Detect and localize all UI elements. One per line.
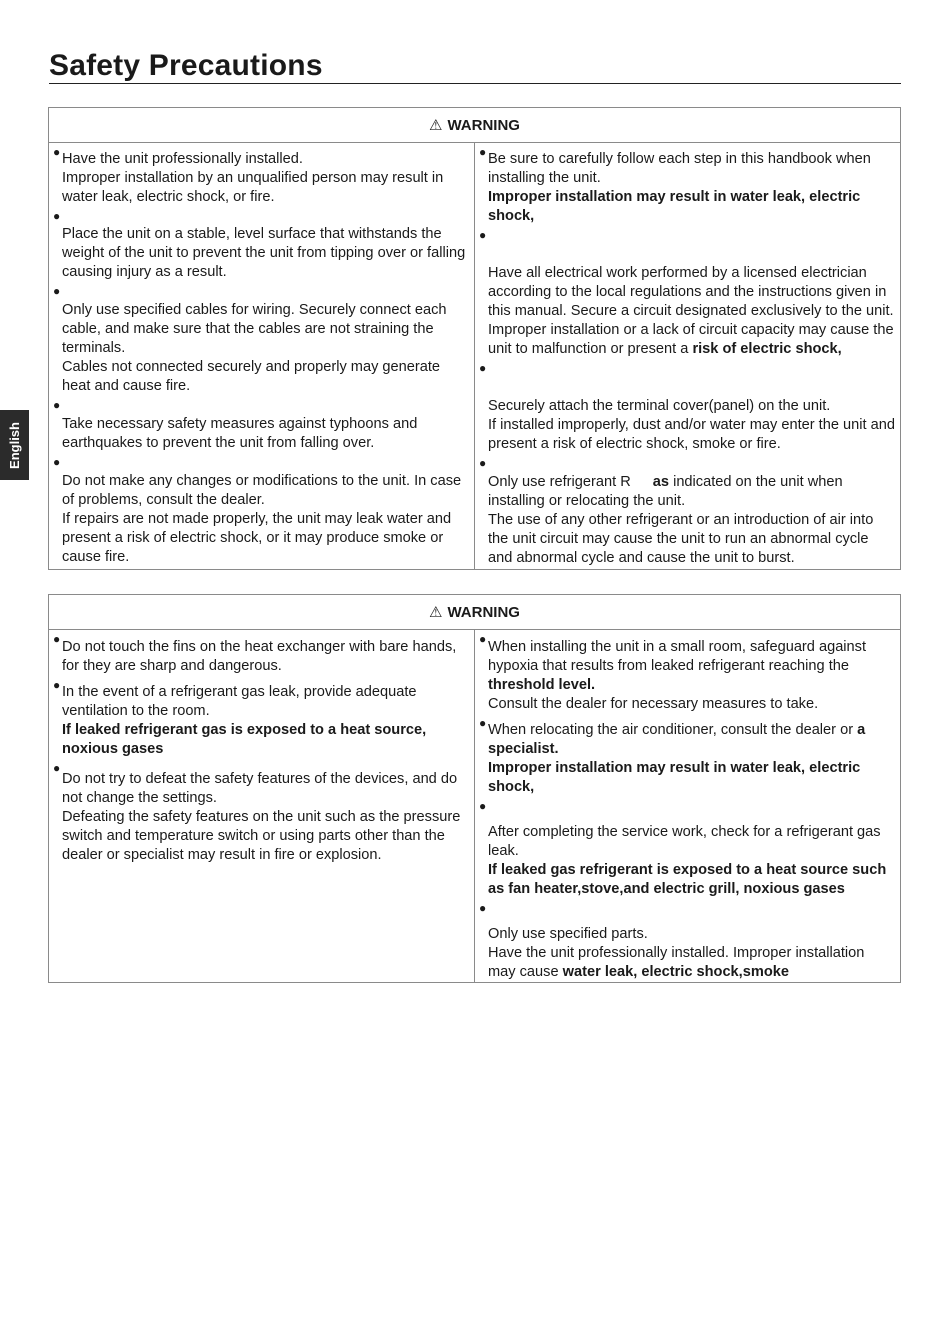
warning-left-column bbox=[49, 143, 475, 570]
bullet-icon: ● bbox=[53, 761, 61, 775]
item-text-bold: If leaked refrigerant gas is exposed to a heat source, noxious gases bbox=[62, 722, 427, 757]
list-item bbox=[475, 797, 900, 899]
list-item bbox=[49, 759, 474, 865]
list-item bbox=[49, 207, 474, 282]
list-item bbox=[475, 143, 900, 226]
item-text: Only use specified cables for wiring. Securely connect each cable, and make sure that the cables are not straining the terminals. bbox=[62, 302, 447, 356]
item-text: If repairs are not made properly, the unit may leak water and present a risk of electric shock, or it may produce smoke or cause fire. bbox=[62, 511, 452, 565]
item-text: Have the unit professionally installed. Improper installation may cause bbox=[488, 945, 865, 980]
bullet-icon: ● bbox=[53, 455, 61, 469]
item-text: indicated on the unit when bbox=[673, 474, 843, 490]
item-text-bold: Improper installation may result in water leak, electric shock, bbox=[488, 189, 861, 224]
item-text-bold: water leak, electric shock,smoke bbox=[562, 964, 789, 980]
item-text: Do not touch the fins on the heat exchanger with bare hands, for they are sharp and dangerous. bbox=[62, 639, 457, 674]
item-text: installing or relocating the unit. bbox=[488, 493, 686, 509]
bullet-icon: ● bbox=[479, 456, 487, 470]
bullet-icon: ● bbox=[479, 901, 487, 915]
item-text: When relocating the air conditioner, consult the dealer or bbox=[488, 722, 854, 738]
item-text: Improper installation by an unqualified person may result in water leak, electric shock, or fire. bbox=[62, 170, 444, 205]
list-item bbox=[49, 282, 474, 396]
list-item bbox=[475, 714, 900, 797]
language-tab-label: English bbox=[7, 421, 23, 469]
list-item bbox=[49, 453, 474, 567]
item-text-bold: a specialist. bbox=[488, 722, 866, 757]
bullet-icon: ● bbox=[53, 398, 61, 412]
bullet-icon: ● bbox=[479, 228, 487, 242]
bullet-icon: ● bbox=[479, 145, 487, 159]
item-text-bold: If leaked gas refrigerant is exposed to a heat source such as fan heater,stove,and electric grill, noxious gases bbox=[488, 862, 887, 897]
item-text: Do not try to defeat the safety features of the devices, and do not change the settings. bbox=[62, 771, 458, 806]
warning-table-2 bbox=[48, 594, 901, 983]
list-item bbox=[475, 454, 900, 568]
item-text: Be sure to carefully follow each step in this handbook when installing the unit. bbox=[488, 151, 871, 186]
item-text: Take necessary safety measures against typhoons and earthquakes to prevent the unit from falling over. bbox=[62, 416, 418, 451]
item-text bbox=[488, 721, 896, 759]
item-text: Have the unit professionally installed. bbox=[62, 151, 303, 167]
item-text: Improper installation or a lack of circuit capacity may cause the unit to malfunction or present a bbox=[488, 322, 894, 357]
warning-right-column bbox=[475, 630, 901, 983]
item-text: Have all electrical work performed by a licensed electrician according to the local regulations and the instructions given in this manual. Secure a circuit designated exclusively to the unit. bbox=[488, 265, 894, 319]
item-text bbox=[488, 638, 896, 695]
bullet-icon: ● bbox=[479, 799, 487, 813]
list-item bbox=[475, 359, 900, 454]
list-item bbox=[49, 676, 474, 759]
list-item bbox=[49, 143, 474, 207]
item-text: Consult the dealer for necessary measures to take. bbox=[488, 696, 819, 712]
item-text: Only use refrigerant bbox=[488, 474, 617, 490]
list-item bbox=[475, 899, 900, 982]
warning-header-label: WARNING bbox=[447, 604, 520, 621]
bullet-icon: ● bbox=[479, 361, 487, 375]
bullet-icon: ● bbox=[479, 632, 487, 646]
warning-header bbox=[49, 595, 901, 630]
item-text: When installing the unit in a small room, safeguard against hypoxia that results from leaked refrigerant reaching the bbox=[488, 639, 867, 674]
warning-right-column bbox=[475, 143, 901, 570]
item-text: Place the unit on a stable, level surface that withstands the weight of the unit to prevent the unit from tipping over or falling causing injury as a result. bbox=[62, 226, 466, 280]
refrigerant-code: R bbox=[620, 474, 631, 490]
item-text-bold: threshold level. bbox=[488, 677, 596, 693]
bullet-icon: ● bbox=[53, 209, 61, 223]
item-text: The use of any other refrigerant or an introduction of air into the unit circuit may cause the unit to run an abnormal cycle and abnormal cycle and cause the unit to burst. bbox=[488, 512, 874, 566]
warning-table-1 bbox=[48, 107, 901, 570]
list-item bbox=[49, 630, 474, 676]
list-item bbox=[49, 396, 474, 453]
title-rule bbox=[49, 83, 901, 84]
warning-header bbox=[49, 108, 901, 143]
list-item bbox=[475, 630, 900, 714]
warning-triangle-icon: ⚠ bbox=[429, 117, 443, 134]
bullet-icon: ● bbox=[53, 284, 61, 298]
warning-triangle-icon: ⚠ bbox=[429, 604, 443, 621]
bullet-icon: ● bbox=[53, 678, 61, 692]
item-text bbox=[488, 944, 896, 982]
item-text: Cables not connected securely and properly may generate heat and cause fire. bbox=[62, 359, 441, 394]
bullet-icon: ● bbox=[53, 632, 61, 646]
bullet-icon: ● bbox=[479, 716, 487, 730]
item-text: Do not make any changes or modifications to the unit. In case of problems, consult the dealer. bbox=[62, 473, 462, 508]
item-text-bold: risk of electric shock, bbox=[692, 341, 842, 357]
item-text: Only use specified parts. bbox=[488, 926, 648, 942]
list-item bbox=[475, 226, 900, 359]
language-tab bbox=[0, 410, 29, 480]
item-text: Securely attach the terminal cover(panel) on the unit. bbox=[488, 398, 831, 414]
bullet-icon: ● bbox=[53, 145, 61, 159]
item-text-bold: as bbox=[652, 474, 670, 490]
item-text bbox=[488, 321, 896, 359]
item-text bbox=[488, 473, 896, 492]
item-text: After completing the service work, check for a refrigerant gas leak. bbox=[488, 824, 881, 859]
item-text-bold: Improper installation may result in water leak, electric shock, bbox=[488, 760, 861, 795]
item-text: If installed improperly, dust and/or water may enter the unit and present a risk of electric shock, smoke or fire. bbox=[488, 417, 895, 452]
page-title: Safety Precautions bbox=[49, 49, 323, 82]
item-text: In the event of a refrigerant gas leak, provide adequate ventilation to the room. bbox=[62, 684, 417, 719]
warning-header-label: WARNING bbox=[447, 117, 520, 134]
item-text: Defeating the safety features on the unit such as the pressure switch and temperature switch or using parts other than the dealer or specialist may result in fire or explosion. bbox=[62, 809, 461, 863]
warning-left-column bbox=[49, 630, 475, 983]
